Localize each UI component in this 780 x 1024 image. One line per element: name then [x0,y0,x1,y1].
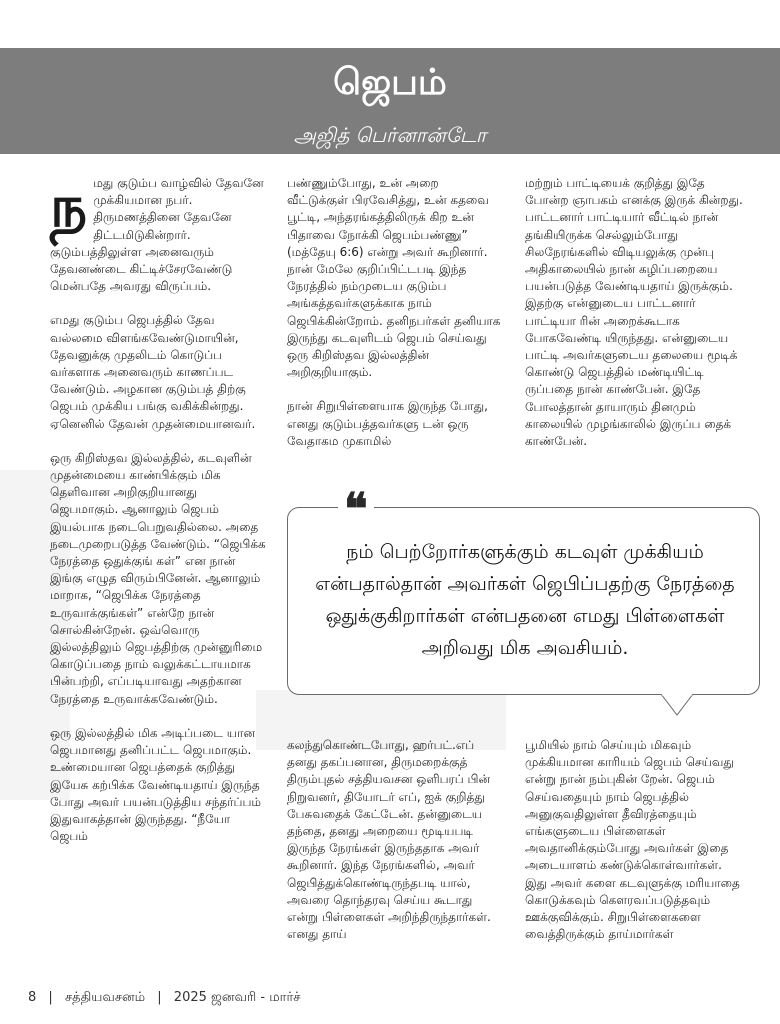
footer-separator: | [48,990,53,1005]
paragraph: ஒரு இல்லத்தில் மிக அடிப்படை யான ஜெபமானது தனிப்பட்ட ஜெபமாகும். உண்மையான ஜெபத்தைக் குறித்து இயேசு கற்பிக்க வேண்டியதாய் இருந்த போது அவர் பயன்படுத்திய சந்தர்ப்பம் இதுவாகத்தான் இருந்தது. “நீயோ ஜெபம் [50,725,262,844]
drop-cap: ந [50,172,88,240]
column-2-bottom [287,737,501,943]
issue-date: 2025 ஜனவரி - மார்ச் [173,990,301,1005]
paragraph: எமது குடும்ப ஜெபத்தில் தேவ வல்லமை விளங்கவேண்டுமாயின், தேவனுக்கு முதலிடம் கொடுப்ப வர்களாக அனைவரும் காணப்பட வேண்டும். அழகான குடும்பத் திற்கு ஜெபம் முக்கிய பங்கு வகிக்கின்றது. ஏனெனில் தேவன் முதன்மையானவர். [50,313,256,431]
article-title: ஜெபம் [333,62,447,103]
paragraph: பூமியில் நாம் செய்யும் மிகவும் முக்கியமான காரியம் ஜெபம் செய்வது என்று நான் நம்புகின் றேன். ஜெபம் செய்வதையும் நாம் ஜெபத்தில் அனுகுவதிலுள்ள தீவிரத்தையும் எங்களுடைய பிள்ளைகள் அவதானிக்கும்போது அவர்கள் இதை அடையாளம் கண்டுக்கொள்வார்கள். இது அவர் களை கடவுளுக்கு மரியாதை கொடுக்கவும் கௌரவப்படுத்தவும் ஊக்குவிக்கும். சிறுபிள்ளைகளை வைத்திருக்கும் தாய்மார்கள் [525,738,740,942]
speech-tail-icon [660,694,694,716]
article-author: அஜித் பெர்னான்டோ [293,123,487,147]
column-1 [50,172,268,845]
paragraph: ஒரு கிறிஸ்தவ இல்லத்தில், கடவுளின் முதன்மையை காண்பிக்கும் மிக தெளிவான அறிகுறியானது ஜெபமாகும். ஆனாலும் ஜெபம் இயல்பாக நடைபெறுவதில்லை. அதை நடைமுறைபடுத்த வேண்டும். “ஜெபிக்க நேரத்தை ஒதுக்குங் கள்” என நான் இங்கு எழுத விரும்பினேன். ஆனாலும் மாறாக, “ஜெபிக்க நேரத்தை உருவாக்குங்கள்” என்றே நான் சொல்கின்றேன். ஒவ்வொரு இல்லத்திலும் ஜெபத்திற்கு முன்னுரிமை கொடுப்பதை நாம் வலுக்கட்டாயமாக பின்பற்றி, எப்படியாவது அதற்கான நேரத்தை உருவாக்கவேண்டும். [50,450,266,706]
quote-mark-icon: ❝ [338,488,374,532]
column-3-bottom [525,737,747,943]
paragraph: கலந்துகொண்டபோது, ஹர்பட்.எப் தனது தகப்பனான, திருமறைக்குத் திரும்புதல் சத்தியவசன ஒளிபரப் பின் நிறுவனர், தியோடர் எப், ஐக் குறித்து பேசுவதைக் கேட்டேன். தன்னுடைய தந்தை, தனது அறையை மூடியபடி இருந்த நேரங்கள் இருந்ததாக அவர் கூறினார். இந்த நேரங்களில், அவர் ஜெபித்துக்கொண்டிருந்தபடி யால், அவரை தொந்தரவு செய்ய கூடாது என்று பிள்ளைகள் அறிந்திருந்தார்கள். எனது தாய் [287,738,491,942]
page-number: 8 [28,990,37,1005]
column-3-top [525,175,747,450]
paragraph: மற்றும் பாட்டியைக் குறித்து இதே போன்ற ஞாபகம் எனக்கு இருக் கின்றது. பாட்டனார் பாட்டியார் வீட்டில் நான் தங்கியிருக்க செல்லும்போது சிலநேரங்களில் விடியலுக்கு முன்பு அதிகாலையில் நான் கழிப்பறையை பயன்படுத்த வேண்டியதாய் இருக்கும். இதற்கு என்னுடைய பாட்டனார் பாட்டியா ரின் அறைக்கூடாக போகவேண்டி யிருந்தது. என்னுடைய பாட்டி அவர்களுடைய தலையை மூடிக் கொண்டு ஜெபத்தில் மண்டியிட்டி ருப்பதை நான் காண்பேன். இதே போலத்தான் தாயாரும் தினமும் காலையில் முழங்காலில் இருப்ப தைக் காண்பேன். [525,176,743,449]
footer-separator: | [157,990,162,1005]
paragraph: பண்ணும்போது, உன் அறை வீட்டுக்குள் பிரவேசித்து, உன் கதவை பூட்டி, அந்தரங்கத்திலிருக் கிற உன் பிதாவை நோக்கி ஜெபம்பண்ணு” (மத்தேயு 6:6) என்று அவர் கூறினார். நான் மேலே குறிப்பிட்டபடி இந்த நேரத்தில் நம்முடைய குடும்ப அங்கத்தவர்களுக்காக நாம் ஜெபிக்கின்றோம். தனிநபர்கள் தனியாக இருந்து கடவுளிடம் ஜெபம் செய்வது ஒரு கிறிஸ்தவ இல்லத்தின் அறிகுறியாகும். [287,176,501,380]
pull-quote-text: நம் பெற்றோர்களுக்கும் கடவுள் முக்கியம் என்பதால்தான் அவர்கள் ஜெபிப்பதற்கு நேரத்தை ஒதுக்குகிறார்கள் என்பதனை எமது பிள்ளைகள் அறிவது மிக அவசியம். [315,541,735,659]
column-2-top [287,175,501,450]
magazine-name: சத்தியவசனம் [64,990,146,1005]
paragraph: நான் சிறுபிள்ளையாக இருந்த போது, எனது குடும்பத்தவர்களு டன் ஒரு வேதாகம முகாமில் [287,399,488,448]
paragraph: நமது குடும்ப வாழ்வில் தேவனே முக்கியமான நபர். திருமணத்தினை தேவனே திட்டமிடுகின்றார். குடும்பத்திலுள்ள அனைவரும் தேவனண்டை கிட்டிச்சேரவேண்டு மென்பதே அவரது விருப்பம். [50,172,264,294]
page-footer [28,990,308,1006]
